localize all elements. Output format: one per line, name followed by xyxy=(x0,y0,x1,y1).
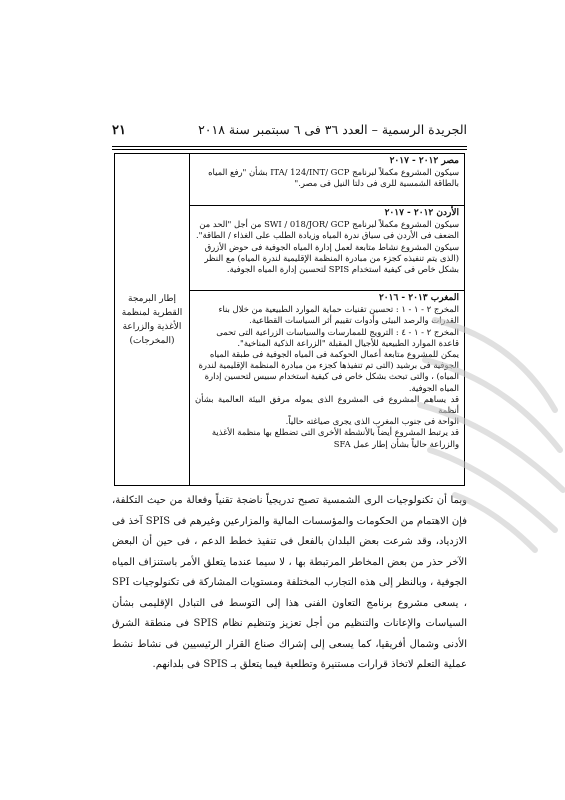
morocco-line: قد يساهم المشروع فى المشروع الذى يموله مرفق البيئة العالمية بشأن أنظمة xyxy=(195,393,459,416)
morocco-line: قد يرتبط المشروع أيضاً بالأنشطة الأخرى التى تضطلع بها منظمة الأغذية xyxy=(211,427,459,438)
country-programming-table xyxy=(114,153,465,486)
gazette-title: الجريدة الرسمية – العدد ٣٦ فى ٦ سبتمبر سنة ٢٠١٨ xyxy=(198,122,467,137)
morocco-line: قاعدة الموارد الطبيعية للأجيال المقبلة "الزراعة الذكية المناخية". xyxy=(237,337,459,348)
jordan-line: بشكل خاص فى كيفية استخدام SPIS لتحسين إدارة المياه الجوفية. xyxy=(226,264,459,275)
jordan-block xyxy=(190,205,464,290)
egypt-line: بالطاقة الشمسية للرى فى دلتا النيل فى مصر." xyxy=(294,178,459,189)
morocco-line: القدرات والرصد البيئى وأدوات تقييم أثر السياسات القطاعية. xyxy=(249,315,459,326)
page-number: ٢١ xyxy=(112,123,126,138)
egypt-line: سيكون المشروع مكملاً لبرنامج ITA/ 124/INT/ GCP بشأن "رفع المياه xyxy=(208,167,459,178)
jordan-line: سيكون المشروع نشاط متابعة لعمل إدارة المياه الجوفية فى حوض الأزرق xyxy=(204,241,459,252)
morocco-title: المغرب ٢٠١٣ - ٢٠١٦ xyxy=(378,293,459,303)
morocco-line: الجوفية فى برشيد (التى تم تنفيذها كجزء من مبادرة المنظمة الإقليمية لندرة xyxy=(198,360,459,371)
header-rule xyxy=(112,146,467,147)
page-header xyxy=(112,122,467,142)
framework-cell xyxy=(115,154,190,485)
jordan-title: الأردن ٢٠١٢ - ٢٠١٧ xyxy=(384,208,459,218)
morocco-line: يمكن للمشروع متابعة أعمال الحوكمة فى المياه الجوفية فى طبقة المياه xyxy=(209,349,459,360)
morocco-line: المياه الجوفية. xyxy=(408,382,459,393)
egypt-block xyxy=(190,154,464,205)
morocco-line: المخرج ٢ - ١ - ٤ : الترويج للممارسات والسياسات الزراعية التى تحمى xyxy=(216,326,459,337)
country-column xyxy=(190,154,464,485)
jordan-line: (الذى يتم تنفيذه كجزء من مبادرة المنظمة الإقليمية لندرة المياه) مع النظر xyxy=(204,252,459,263)
morocco-line: المخرج ٢ - ١ - ١ : تحسين تقنيات حماية الموارد الطبيعية من خلال بناء xyxy=(218,304,459,315)
egypt-title: مصر ٢٠١٢ - ٢٠١٧ xyxy=(389,156,459,166)
jordan-line: الضعف فى الأردن فى سياق ندرة المياه وزيادة الطلب على الغذاء / الطاقة". xyxy=(195,230,459,241)
morocco-line: الواحة فى جنوب المغرب الذى يجرى صياغته حالياً. xyxy=(285,416,459,427)
morocco-block xyxy=(190,290,464,485)
morocco-line: والزراعة حالياً بشأن إطار عمل SFA xyxy=(333,438,459,449)
morocco-line: المياه) ، والتى تبحث بشكل خاص فى كيفية استخدام سبيس لتحسين إدارة xyxy=(204,371,459,382)
framework-label: إطار البرمجة القطرية لمنظمة الأغذية والزراعة (المخرجات) xyxy=(121,293,183,346)
jordan-line: سيكون المشروع مكملاً لبرنامج SWI / 018/JOR/ GCP من أجل "الحد من xyxy=(199,219,459,230)
header-rule-thin xyxy=(112,149,467,150)
body-paragraph: وبما أن تكنولوجيات الرى الشمسية تصبح تدريجياً ناضجة تقنياً وفعالة من حيث التكلفة، فإن الاهتمام من الحكومات والمؤسسات المالية والمزارعين وغيرهم فى SPIS آخذ فى الازدياد، وقد شرعت بعض البلدان بالفعل فى تنفيذ خطط الدعم ، فى حين أن البعض الآخر حذر من بعض المخاطر المرتبطة بها ، لا سيما عندما يتعلق الأمر باستنزاف المياه الجوفية ، وبالنظر إلى هذه التجارب المختلفة ومستويات المشاركة فى تكنولوجيات SPI ، يسعى مشروع برنامج التعاون الفنى هذا إلى التوسط فى التبادل الإقليمى بشأن السياسات والإعانات والتنظيم من أجل تعزيز وتنظيم نظام SPIS فى منطقة الشرق الأدنى وشمال أفريقيا، كما يسعى إلى إشراك صناع القرار الرئيسيين فى نشاط نشط عملية التعلم لاتخاذ قرارات مستنيرة وتطلعية فيما يتعلق بـ SPIS فى بلدانهم. xyxy=(112,495,468,670)
